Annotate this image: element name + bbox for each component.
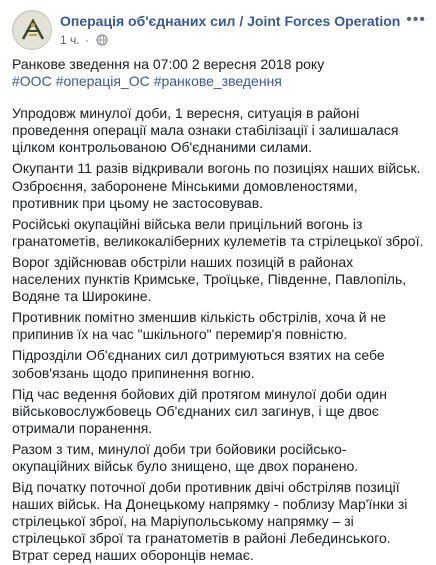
post-body xyxy=(12,56,424,565)
post-meta: 1 ч. · xyxy=(60,33,108,47)
hashtags xyxy=(12,73,424,90)
post-paragraph: Окупанти 11 разів відкривали вогонь по позиціях наших військ. Озброєння, заборонене Мінськими домовленостями, противник при цьому не застосовував. xyxy=(12,160,421,211)
post-paragraph: Ворог здійснював обстріли наших позицій в районах населених пунктів Кримське, Троїцьке, Південне, Павлопіль, Водяне та Широкине. xyxy=(12,253,407,305)
page-avatar[interactable] xyxy=(12,10,52,50)
post-paragraph: Російські окупаційні війська вели прицільний вогонь із гранатометів, великокаліберних кулеметів та стрілецької зброї. xyxy=(12,215,424,249)
hashtag-link[interactable]: #ранкове_зведення xyxy=(153,73,282,90)
hashtag-link[interactable]: #ООС xyxy=(12,73,52,90)
post-paragraph: Противник помітно зменшив кількість обстрілів, хоча й не припинив їх на час "шкільного" перемир'я повністю. xyxy=(12,309,386,343)
more-options-icon[interactable]: ••• xyxy=(406,11,426,28)
hashtag-link[interactable]: #операція_ОС xyxy=(55,73,150,90)
page-name-link[interactable]: Операція об'єднаних сил / Joint Forces Operation xyxy=(60,13,401,29)
post-header xyxy=(12,10,426,50)
post-paragraph: Від початку поточної доби противник двічі обстріляв позиції наших військ. На Донецькому напрямку - поблизу Мар'їнки зі стрілецької зброї, на Маріупольському напрямку – зі стрілецької зброї та гранатометів в районі Лебединського. Втрат серед наших оборонців немає. xyxy=(12,479,408,564)
post-paragraph: Підрозділи Об'єднаних сил дотримуються взятих на себе зобов'язань щодо припинення вогню. xyxy=(12,347,385,381)
globe-icon xyxy=(96,34,108,46)
post-title-line: Ранкове зведення на 07:00 2 вересня 2018 року xyxy=(12,56,325,72)
post-paragraph: Разом з тим, минулої доби три бойовики російсько-окупаційних військ було знищено, ще двох поранено. xyxy=(12,440,359,474)
post-paragraph: Упродовж минулої доби, 1 вересня, ситуація в районі проведення операції мала ознаки стабілізації і залишалася цілком контрольованою Об'єднаними силами. xyxy=(12,105,399,156)
post-paragraph: Під час ведення бойових дій протягом минулої доби один військовослужбовець Об'єднаних сил загинув, і ще двоє отримали поранення. xyxy=(12,385,387,436)
joint-forces-emblem-icon xyxy=(13,11,52,50)
post-time[interactable]: 1 ч. xyxy=(60,33,80,47)
